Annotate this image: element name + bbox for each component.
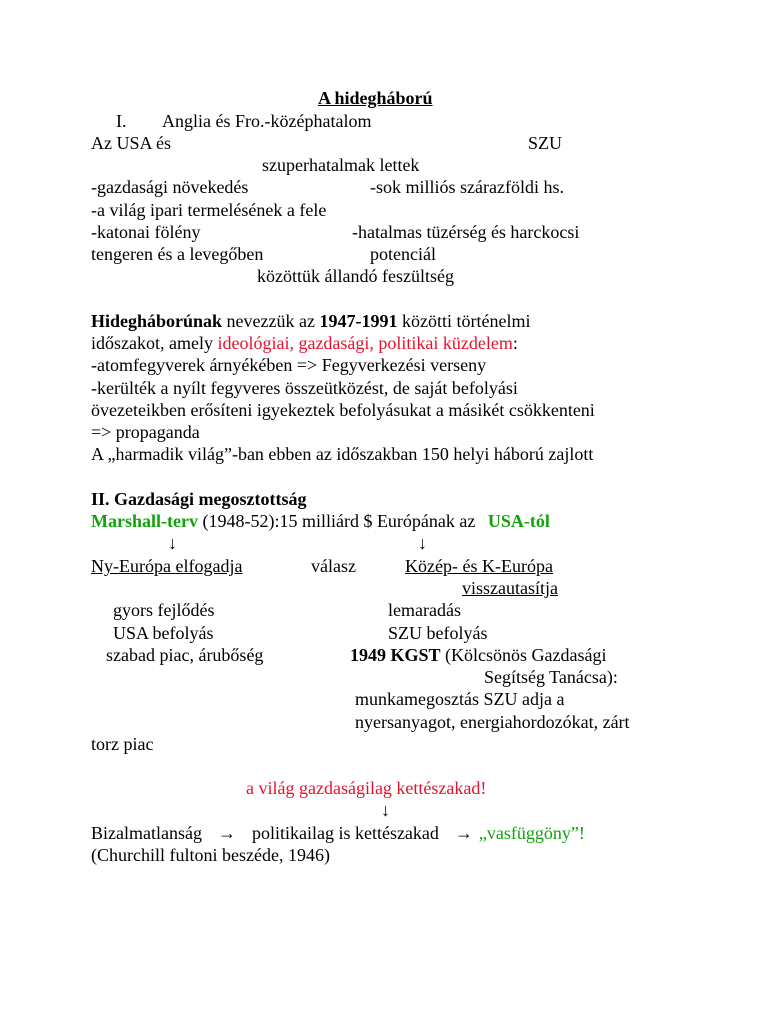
east-point-6: torz piac <box>91 734 154 754</box>
tension-line: közöttük állandó feszültség <box>257 266 454 286</box>
iron-curtain-label: „vasfüggöny”! <box>478 823 585 843</box>
arrow-right-icon: → <box>454 823 473 843</box>
superpowers-line: szuperhatalmak lettek <box>262 155 420 175</box>
section-2-heading: II. Gazdasági megosztottság <box>91 489 307 509</box>
marshall-text: (1948-52):15 milliárd $ Európának az <box>197 511 480 531</box>
east-point-5: nyersanyagot, energiahordozókat, zárt <box>355 712 630 732</box>
usa-point-4: tengeren és a levegőben <box>91 244 264 264</box>
west-point-1: gyors fejlődés <box>113 600 215 620</box>
rejects-label: visszautasítja <box>462 578 558 598</box>
definition-colon: : <box>512 333 518 353</box>
usa-point-2: -a világ ipari termelésének a fele <box>91 200 327 220</box>
kgst-text-2: Segítség Tanácsa): <box>484 667 618 687</box>
arrow-down-center-icon: ↓ <box>381 800 390 820</box>
cold-war-term: Hidegháborúnak <box>91 311 223 331</box>
political-split-label: politikailag is kettészakad <box>251 823 439 843</box>
kgst-text: (Kölcsönös Gazdasági <box>440 645 607 665</box>
definition-text-3: időszakot, amely <box>91 333 218 353</box>
propaganda-line: => propaganda <box>91 422 200 442</box>
distrust-label: Bizalmatlanság <box>91 823 202 843</box>
kgst-term: 1949 KGST <box>350 645 441 665</box>
east-point-4: munkamegosztás SZU adja a <box>355 689 565 709</box>
distrust-line <box>91 822 585 844</box>
section-1-heading: Anglia és Fro.-középhatalom <box>162 111 372 131</box>
arrow-down-right-icon: ↓ <box>418 533 427 553</box>
arrow-down-left-icon: ↓ <box>168 533 177 553</box>
definition-line-1 <box>91 310 530 332</box>
east-point-2: SZU befolyás <box>388 623 488 643</box>
cold-war-years: 1947-1991 <box>319 311 398 331</box>
usa-label: Az USA és <box>91 133 171 153</box>
definition-text-1: nevezzük az <box>222 311 320 331</box>
usa-point-3: -katonai fölény <box>91 222 201 242</box>
west-point-3: szabad piac, árubőség <box>106 645 264 665</box>
usa-from-label: USA-tól <box>487 511 550 531</box>
usa-point-1: -gazdasági növekedés <box>91 177 249 197</box>
avoid-conflict-line: -kerülték a nyílt fegyveres összeütközést, de saját befolyási <box>91 378 518 398</box>
east-point-1: lemaradás <box>388 600 461 620</box>
marshall-plan-term: Marshall-terv <box>91 511 198 531</box>
section-1-number: I. <box>116 111 127 131</box>
szu-label: SZU <box>528 133 563 153</box>
szu-point-4: potenciál <box>370 244 436 264</box>
arrow-right-icon: → <box>217 823 236 843</box>
page-title: A hidegháború <box>318 88 433 108</box>
struggle-highlight: ideológiai, gazdasági, politikai küzdelem <box>217 333 513 353</box>
west-point-2: USA befolyás <box>113 623 214 643</box>
szu-point-3: -hatalmas tüzérség és harckocsi <box>352 222 580 242</box>
answer-label: válasz <box>311 556 356 576</box>
definition-text-2: közötti történelmi <box>397 311 531 331</box>
west-europe-accepts: Ny-Európa elfogadja <box>91 556 243 576</box>
atomic-weapons-line: -atomfegyverek árnyékében => Fegyverkezési verseny <box>91 355 487 375</box>
central-east-europe: Közép- és K-Európa <box>405 556 553 576</box>
definition-line-2 <box>91 332 518 354</box>
third-world-line: A „harmadik világ”-ban ebben az időszakban 150 helyi háború zajlott <box>91 444 594 464</box>
kgst-line <box>350 644 607 666</box>
szu-point-1: -sok milliós szárazföldi hs. <box>370 177 564 197</box>
influence-zones-line: övezeteikben erősíteni igyekeztek befolyásukat a másikét csökkenteni <box>91 400 595 420</box>
marshall-line <box>91 510 550 532</box>
world-split-line: a világ gazdaságilag kettészakad! <box>246 778 487 798</box>
churchill-line: (Churchill fultoni beszéde, 1946) <box>91 845 330 865</box>
